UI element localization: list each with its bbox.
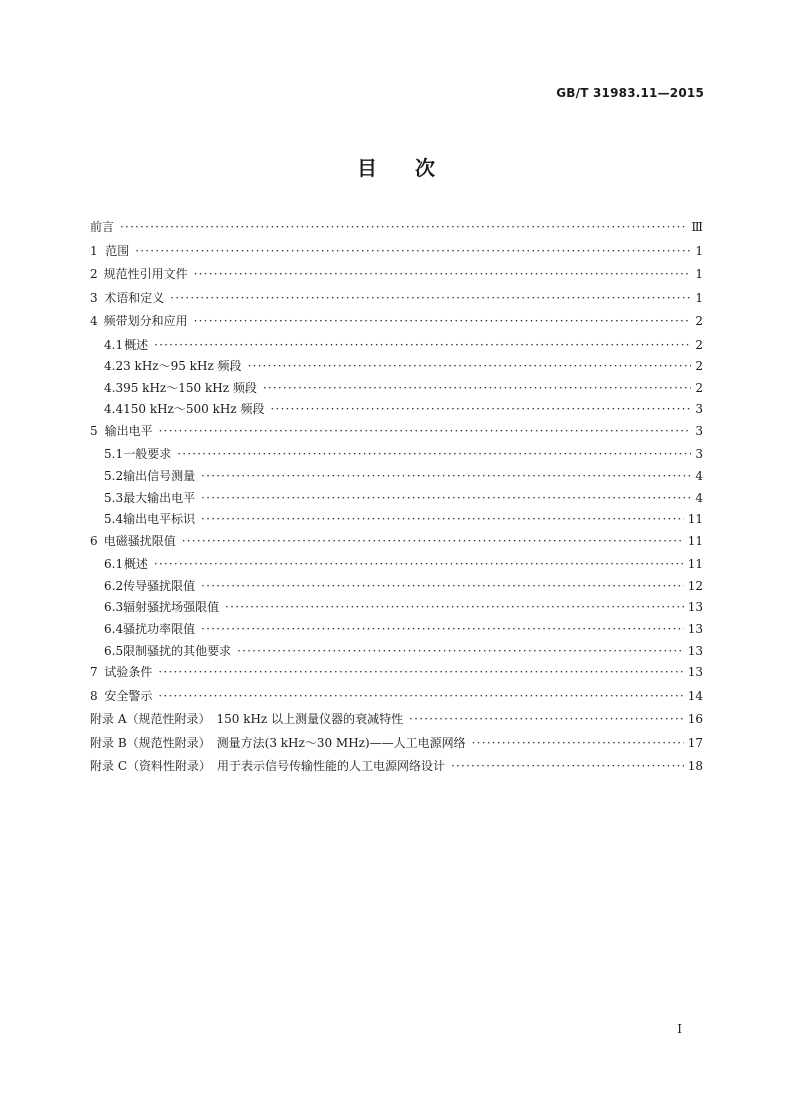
toc-entry[interactable] (90, 265, 703, 289)
toc-leader-dots (225, 600, 684, 614)
toc-entry-number: 6 (90, 533, 98, 548)
toc-entry-number: 8 (90, 688, 98, 703)
toc-entry[interactable] (90, 757, 703, 781)
toc-entry[interactable] (90, 379, 703, 401)
toc-leader-dots (270, 402, 691, 416)
toc-entry-number: 4.1 (104, 337, 124, 352)
toc-leader-dots (154, 557, 684, 571)
toc-entry-label: 输出电平 (104, 423, 153, 438)
toc-entry[interactable] (90, 555, 703, 577)
toc-entry[interactable] (90, 467, 703, 489)
toc-entry-page: 13 (687, 600, 703, 615)
toc-entry-number: 3 (90, 290, 98, 305)
toc-entry-number: 5.1 (104, 447, 124, 462)
toc-entry-page: 3 (695, 423, 703, 438)
toc-entry-page: 1 (695, 243, 703, 258)
toc-entry-label: 限制骚扰的其他要求 (123, 643, 232, 658)
toc-entry-label: 范围 (105, 243, 130, 258)
toc-leader-dots (154, 338, 691, 352)
toc-leader-dots (135, 244, 691, 258)
toc-leader-dots (120, 220, 687, 234)
toc-entry[interactable] (90, 642, 703, 664)
toc-leader-dots (170, 291, 691, 305)
toc-leader-dots (201, 579, 684, 593)
toc-entry-label: 概述 (123, 557, 148, 572)
standard-number: GB/T 31983.11—2015 (556, 86, 704, 100)
toc-leader-dots (194, 267, 691, 281)
toc-leader-dots (177, 447, 691, 461)
toc-entry-page: 12 (687, 578, 703, 593)
toc-entry-page: 16 (687, 712, 703, 727)
toc-entry-label: 最大输出电平 (123, 490, 196, 505)
toc-leader-dots (451, 759, 684, 773)
toc-entry-page: 3 (695, 402, 703, 417)
toc-leader-dots (182, 534, 684, 548)
toc-entry-label: 安全警示 (104, 688, 153, 703)
toc-entry-label: 试验条件 (104, 665, 153, 680)
toc-leader-dots (409, 712, 684, 726)
toc-entry-number: 4.2 (104, 359, 124, 374)
toc-leader-dots (201, 491, 691, 505)
toc-entry-page: 14 (687, 688, 703, 703)
toc-entry-page: 2 (695, 359, 703, 374)
toc-entry[interactable] (90, 663, 703, 687)
toc-entry-number: 5.2 (104, 468, 124, 483)
toc-entry[interactable] (90, 734, 703, 758)
toc-entry[interactable] (90, 422, 703, 446)
toc-entry-number: 4.3 (104, 380, 124, 395)
toc-entry-page: 18 (687, 759, 703, 774)
toc-leader-dots (158, 665, 683, 679)
toc-entry[interactable] (90, 336, 703, 358)
toc-entry-label: 频带划分和应用 (103, 314, 188, 328)
toc-leader-dots (263, 381, 691, 395)
toc-entry[interactable] (90, 710, 703, 734)
toc-leader-dots (194, 314, 691, 328)
toc-entry-label: 一般要求 (123, 447, 172, 462)
toc-entry[interactable] (90, 532, 703, 556)
toc-entry-label: 术语和定义 (104, 290, 165, 305)
toc-entry-page: 2 (695, 380, 703, 395)
toc-entry-number: 6.5 (104, 643, 124, 658)
toc-entry-number: 4.4 (104, 402, 124, 417)
toc-entry-label: 规范性引用文件 (103, 267, 188, 281)
toc-entry-page: 11 (687, 557, 703, 572)
toc-entry-number: 6.3 (104, 600, 124, 615)
page-title: 目次 (357, 156, 473, 180)
toc-entry[interactable] (90, 242, 703, 266)
toc-entry-number: 2 (90, 267, 98, 281)
toc-leader-dots (201, 622, 684, 636)
toc-entry-page: 11 (687, 512, 703, 527)
toc-leader-dots (201, 512, 684, 526)
toc-entry-page: 17 (687, 735, 703, 750)
toc-entry-label: 95 kHz～150 kHz 频段 (123, 380, 257, 395)
toc-entry[interactable] (90, 620, 703, 642)
toc-entry-page: 2 (695, 314, 703, 328)
toc-entry-page: 1 (695, 267, 703, 281)
toc-entry-page: 1 (695, 290, 703, 305)
toc-entry[interactable] (90, 445, 703, 467)
toc-entry-number: 5.4 (104, 512, 124, 527)
toc-entry-label: 150 kHz～500 kHz 频段 (123, 402, 265, 417)
toc-entry-number: 7 (90, 665, 98, 680)
toc-leader-dots (159, 424, 691, 438)
toc-entry-label: 传导骚扰限值 (123, 578, 196, 593)
toc-entry-page: 2 (695, 337, 703, 352)
toc-entry[interactable] (90, 218, 703, 242)
toc-entry-label: 附录 B（规范性附录） 测量方法(3 kHz～30 MHz)——人工电源网络 (90, 735, 466, 750)
toc-entry-label: 辐射骚扰场强限值 (123, 600, 220, 615)
toc-entry[interactable] (90, 357, 703, 379)
toc-entry-page: 11 (687, 533, 703, 548)
toc-entry[interactable] (90, 577, 703, 599)
toc-entry-page: 4 (695, 468, 703, 483)
toc-entry[interactable] (90, 598, 703, 620)
toc-entry-number: 5.3 (104, 490, 124, 505)
toc-entry-page: 13 (687, 665, 703, 680)
toc-entry-number: 6.1 (104, 557, 124, 572)
toc-entry-label: 骚扰功率限值 (123, 622, 196, 637)
toc-leader-dots (472, 736, 684, 750)
toc-leader-dots (201, 469, 691, 483)
toc-entry-page: 3 (695, 447, 703, 462)
toc-entry-page: 13 (687, 622, 703, 637)
toc-entry-label: 概述 (124, 337, 149, 352)
toc-leader-dots (248, 359, 691, 373)
toc-entry[interactable] (90, 289, 703, 313)
toc-entry-page: 13 (687, 643, 703, 658)
toc-entry-number: 6.4 (104, 622, 124, 637)
toc-entry[interactable] (90, 510, 703, 532)
toc-entry[interactable] (90, 400, 703, 422)
toc-entry-label: 电磁骚扰限值 (103, 533, 176, 548)
toc-entry-number: 5 (90, 423, 98, 438)
toc-entry-label: 附录 A（规范性附录） 150 kHz 以上测量仪器的衰减特性 (90, 712, 404, 727)
toc-entry-label: 附录 C（资料性附录） 用于表示信号传输性能的人工电源网络设计 (90, 759, 445, 774)
toc-leader-dots (158, 689, 683, 703)
toc-entry[interactable] (90, 312, 703, 336)
toc-entry[interactable] (90, 489, 703, 511)
toc-entry-label: 输出电平标识 (123, 512, 196, 527)
toc-entry[interactable] (90, 687, 703, 711)
toc-entry-page: Ⅲ (691, 220, 703, 234)
toc-leader-dots (237, 644, 684, 658)
toc-entry-number: 4 (90, 314, 98, 328)
table-of-contents (90, 218, 703, 781)
toc-entry-number: 6.2 (104, 578, 124, 593)
page-number: I (677, 1022, 682, 1036)
toc-entry-label: 输出信号测量 (123, 468, 196, 483)
toc-entry-number: 1 (90, 243, 98, 258)
toc-entry-label: 3 kHz～95 kHz 频段 (123, 359, 242, 374)
toc-entry-label: 前言 (90, 220, 115, 234)
toc-entry-page: 4 (695, 490, 703, 505)
